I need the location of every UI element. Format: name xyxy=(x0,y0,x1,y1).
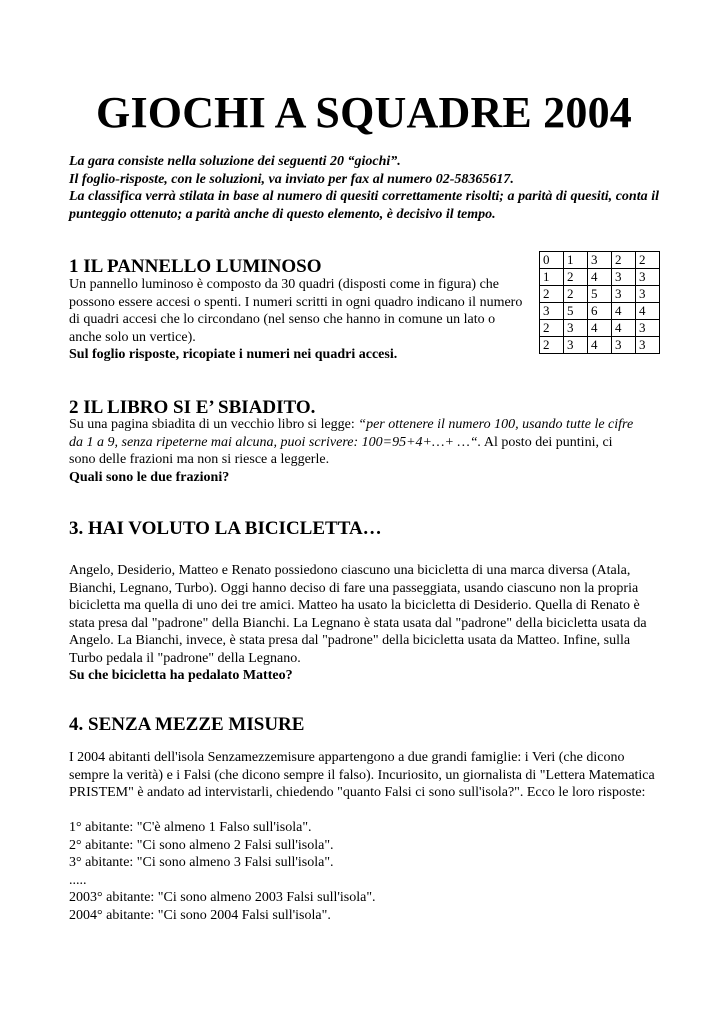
panel-grid-cell: 4 xyxy=(612,303,636,320)
panel-grid-row xyxy=(540,269,660,286)
section4-answer: 2° abitante: "Ci sono almeno 2 Falsi sull'isola". xyxy=(69,837,334,853)
section4-answer: 3° abitante: "Ci sono almeno 3 Falsi sull'isola". xyxy=(69,855,334,870)
panel-grid-cell: 2 xyxy=(540,320,564,337)
section4-body xyxy=(69,749,659,924)
panel-grid-cell: 2 xyxy=(564,286,588,303)
panel-grid-cell: 5 xyxy=(564,303,588,320)
section4-answer: 2004° abitante: "Ci sono 2004 Falsi sull'isola". xyxy=(69,907,331,923)
section1-heading: 1 IL PANNELLO LUMINOSO xyxy=(69,256,322,277)
section1-body xyxy=(69,276,531,364)
panel-grid-row xyxy=(540,303,660,320)
panel-grid-cell: 2 xyxy=(636,252,660,269)
panel-grid-cell: 3 xyxy=(564,337,588,354)
section3-question: Su che bicicletta ha pedalato Matteo? xyxy=(69,668,293,683)
intro-line-2: Il foglio-risposte, con le soluzioni, va inviato per fax al numero 02-58365617. xyxy=(69,171,514,187)
panel-grid-cell: 2 xyxy=(540,286,564,303)
panel-grid-cell: 2 xyxy=(564,269,588,286)
panel-grid-cell: 4 xyxy=(612,320,636,337)
panel-grid-cell: 3 xyxy=(636,320,660,337)
section4-heading: 4. SENZA MEZZE MISURE xyxy=(69,714,305,735)
panel-grid-cell: 0 xyxy=(540,252,564,269)
section2-text-a: Su una pagina sbiadita di un vecchio libro si legge: xyxy=(69,417,359,432)
panel-grid-body xyxy=(540,252,660,354)
panel-grid-row xyxy=(540,337,660,354)
panel-grid-cell: 3 xyxy=(564,320,588,337)
section4-answer: 1° abitante: "C'è almeno 1 Falso sull'isola". xyxy=(69,820,312,835)
intro-line-1: La gara consiste nella soluzione dei seguenti 20 “giochi”. xyxy=(69,154,401,169)
section2-question: Quali sono le due frazioni? xyxy=(69,469,230,485)
panel-grid-cell: 6 xyxy=(588,303,612,320)
panel-grid-cell: 4 xyxy=(636,303,660,320)
panel-grid-cell: 1 xyxy=(564,252,588,269)
panel-grid-cell: 2 xyxy=(540,337,564,354)
panel-grid-cell: 2 xyxy=(612,252,636,269)
panel-grid-cell: 3 xyxy=(612,286,636,303)
section3-text: Angelo, Desiderio, Matteo e Renato possiedono ciascuno una bicicletta di una marca diversa (Atala, Bianchi, Legnano, Turbo). Oggi hanno deciso di fare una passeggiata, usando ciascuno non la propria bicicletta ma quella di uno dei tre amici. Matteo ha usato la bicicletta di Desiderio. Quella di Renato è stata presa dal "padrone" della Bianchi. La Legnano è stata usata dal "padrone" della bicicletta usata da Angelo. La Bianchi, invece, è stata presa dal "padrone" della bicicletta usata da Matteo. Infine, sulla Turbo pedala il "padrone" della Legnano. xyxy=(69,563,647,666)
section3-body xyxy=(69,562,659,685)
intro-block xyxy=(69,153,659,223)
section1-text: Un pannello luminoso è composto da 30 quadri (disposti come in figura) che possono essere accesi o spenti. I numeri scritti in ogni quadro indicano il numero di quadri accesi che lo circondano (nel senso che hanno in comune un lato o anche solo un vertice). xyxy=(69,277,523,345)
section4-text: I 2004 abitanti dell'isola Senzamezzemisure appartengono a due grandi famiglie: i Veri (che dicono sempre la verità) e i Falsi (che dicono sempre il falso). Incuriosito, un giornalista di "Lettera Matematica PRISTEM" è andato ad intervistarli, chiedendo "quanto Falsi ci sono sull'isola?". Ecco le loro risposte: xyxy=(69,750,655,800)
section2-heading: 2 IL LIBRO SI E’ SBIADITO. xyxy=(69,397,316,418)
panel-grid-cell: 3 xyxy=(540,303,564,320)
panel-grid-cell: 4 xyxy=(588,320,612,337)
panel-grid-cell: 1 xyxy=(540,269,564,286)
section2-text-b: Al posto dei puntini, ci sono delle frazioni ma non si riesce a leggerle. xyxy=(69,434,613,467)
section2-quote: “per ottenere il numero 100, usando tutte le cifre da 1 a 9, senza ripeterne mai alcuna, puoi scrivere: 100=95+4+…+ …“. xyxy=(69,417,634,450)
section4-answer: ..... xyxy=(69,872,87,888)
panel-grid-cell: 4 xyxy=(588,337,612,354)
section4-answer: 2003° abitante: "Ci sono almeno 2003 Falsi sull'isola". xyxy=(69,890,376,905)
section4-spacer xyxy=(69,802,659,820)
section2-paragraph xyxy=(69,416,634,469)
panel-grid-cell: 3 xyxy=(612,337,636,354)
panel-grid-cell: 3 xyxy=(612,269,636,286)
panel-grid-cell: 4 xyxy=(588,269,612,286)
panel-grid-cell: 3 xyxy=(636,337,660,354)
panel-grid-cell: 3 xyxy=(636,286,660,303)
panel-grid-cell: 3 xyxy=(588,252,612,269)
panel-grid-cell: 3 xyxy=(636,269,660,286)
section2-body xyxy=(69,416,634,486)
section1-instruction: Sul foglio risposte, ricopiate i numeri nei quadri accesi. xyxy=(69,347,398,362)
panel-grid-row xyxy=(540,252,660,269)
panel-grid-row xyxy=(540,320,660,337)
panel-grid-cell: 5 xyxy=(588,286,612,303)
panel-grid xyxy=(539,251,660,354)
intro-line-3: La classifica verrà stilata in base al numero di quesiti correttamente risolti; a parità di quesiti, conta il punteggio ottenuto; a parità anche di questo elemento, è decisivo il tempo. xyxy=(69,189,659,222)
section3-heading: 3. HAI VOLUTO LA BICICLETTA… xyxy=(69,518,382,539)
panel-grid-row xyxy=(540,286,660,303)
page-title: GIOCHI A SQUADRE 2004 xyxy=(96,88,632,137)
